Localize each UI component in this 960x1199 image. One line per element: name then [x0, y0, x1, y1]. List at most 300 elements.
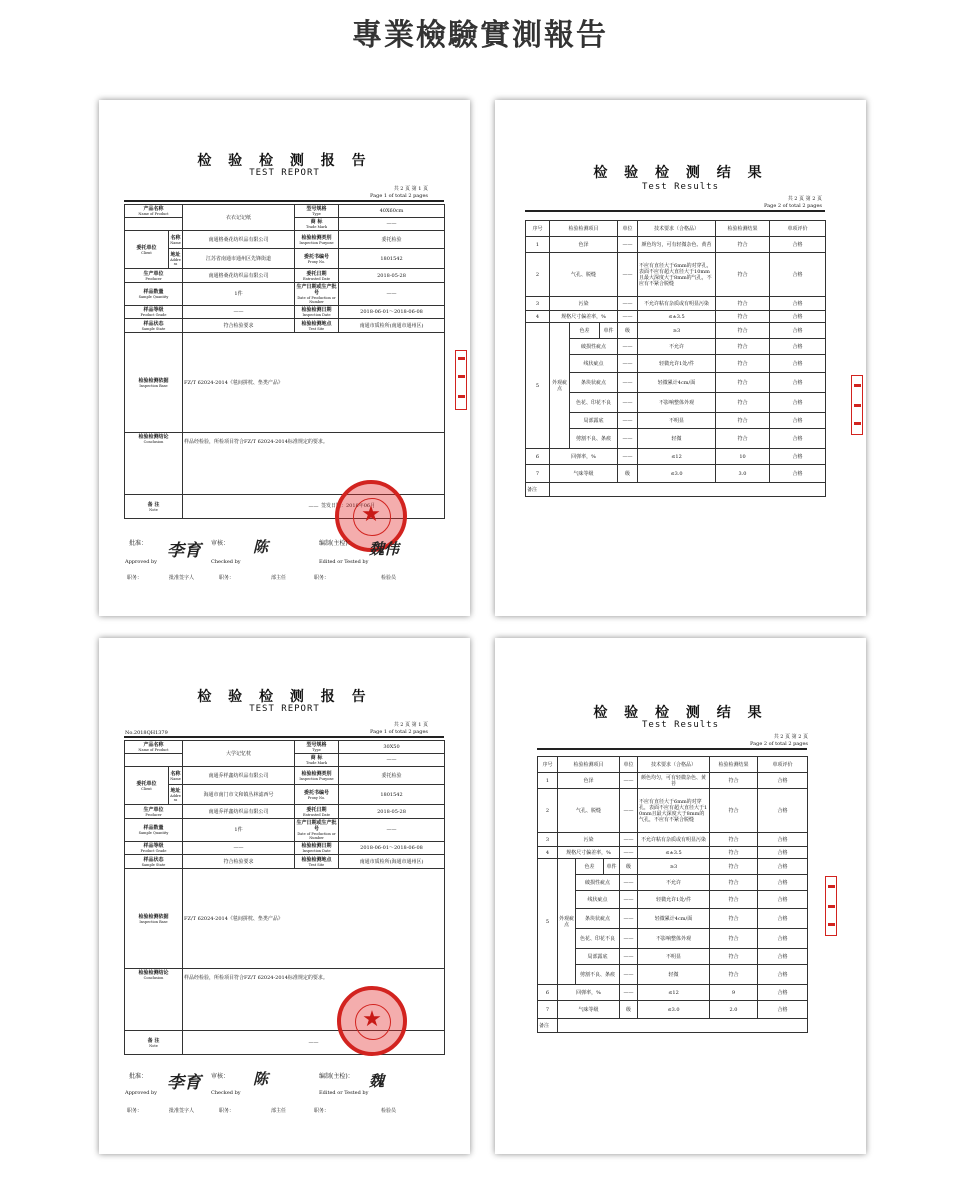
results-subtitle: Test Results	[641, 182, 720, 192]
side-seal	[825, 876, 837, 936]
edited-en: Edited or Tested by	[319, 559, 369, 565]
client-address: 江苏省南通市通州区先锋街道	[183, 249, 295, 269]
table-cell: 颜色均匀，可有轻微杂色、黄苔	[638, 773, 710, 789]
table-cell: 符合	[716, 413, 770, 429]
table-cell: 合格	[758, 833, 808, 847]
table-cell: 5	[538, 859, 558, 985]
table-cell: 检验检测项目	[550, 221, 618, 237]
table-cell: 符合	[716, 429, 770, 449]
report-subtitle: TEST REPORT	[249, 704, 320, 714]
row-label: 检验检测类别 Inspection Purpose	[295, 231, 339, 249]
table-cell: 南通乔祥鑫纺织品有限公司	[183, 805, 295, 819]
checker-signature: 陈	[253, 538, 269, 556]
table-cell: 30X50	[339, 741, 445, 754]
table-cell: 南通市质检所(海通市通州区)	[339, 855, 445, 869]
table-cell: 剪割不良、条痕	[576, 965, 620, 985]
page-info-cn: 共 2 页 第 1 页	[393, 186, 428, 192]
table-cell: 气孔、脱缝	[558, 789, 620, 833]
table-cell: 级	[618, 323, 638, 339]
table-cell: ≥3	[638, 859, 710, 875]
table-cell: ——	[620, 875, 638, 891]
table-cell: ——	[620, 773, 638, 789]
table-cell: 合格	[770, 297, 826, 311]
table-cell: 3.0	[716, 465, 770, 483]
table-cell: ——	[620, 909, 638, 929]
footer-right: 检验员	[381, 575, 397, 581]
side-seal	[455, 350, 467, 410]
table-cell: 破损性疵点	[570, 339, 618, 355]
row-label: 样品状态 Sample State	[125, 319, 183, 333]
table-cell: ≤3.0	[638, 1001, 710, 1019]
table-cell: 轻微累计4cm/面	[638, 909, 710, 929]
table-cell: 剪割不良、条痕	[570, 429, 618, 449]
table-cell: 色泽	[558, 773, 620, 789]
footer-left: 批准签字人	[169, 575, 195, 581]
table-cell: 6	[526, 449, 550, 465]
table-cell: 7	[526, 465, 550, 483]
table-cell: 合格	[758, 875, 808, 891]
report-title: 检 验 检 测 报 告	[197, 689, 372, 705]
table-cell	[558, 1019, 808, 1033]
table-cell: 符合	[710, 891, 758, 909]
table-cell: 条块状疵点	[576, 909, 620, 929]
table-cell: 符合	[716, 323, 770, 339]
results-table	[525, 220, 826, 497]
table-cell: 合格	[758, 909, 808, 929]
remark-label: 备 注 Note	[125, 495, 183, 519]
table-cell: 合格	[758, 847, 808, 859]
table-cell: 检验检测依据 Inspection Base	[125, 869, 183, 969]
page-info-en: Page 1 of total 2 pages	[370, 193, 428, 199]
table-cell: 色花、印花不良	[576, 929, 620, 949]
table-cell: ≤12	[638, 985, 710, 1001]
table-cell: 3	[526, 297, 550, 311]
table-cell: 不应有直径大于6mm的对穿孔，表面不应有超大直径大于10mm且最大深度大于8mm的气孔，不应有不紧合脱缝	[638, 253, 716, 297]
table-row	[526, 237, 826, 253]
table-cell: 符合	[710, 965, 758, 985]
table-cell: 2	[538, 789, 558, 833]
table-cell: 5	[526, 323, 550, 449]
table-cell: 破损性疵点	[576, 875, 620, 891]
table-cell: 1	[538, 773, 558, 789]
table-cell: 名称 Name	[169, 767, 183, 785]
table-cell: 局部露底	[576, 949, 620, 965]
table-cell: 9	[710, 985, 758, 1001]
table-cell: ≤±3.5	[638, 311, 716, 323]
table-cell: 2018-06-01～2018-06-08	[339, 842, 445, 855]
table-cell: 合格	[758, 789, 808, 833]
table-cell: ——	[183, 842, 295, 855]
table-cell: 级	[618, 465, 638, 483]
row-label: 样品等级 Product Grade	[125, 306, 183, 319]
table-cell: 外观疵点	[550, 323, 570, 449]
table-cell: 符合	[710, 875, 758, 891]
test-report-sheet-1	[99, 100, 470, 616]
text-label: 共 2 页 第 2 页	[773, 734, 808, 740]
table-cell: 污染	[558, 833, 620, 847]
table-cell: 不应有直径大于6mm的对穿孔，表面不应有超大直径大于10mm且最大深度大于8mm的气孔，不应有不紧合脱缝	[638, 789, 710, 833]
table-cell: 样品经检验，所检项目符合FZ/T 62024-2014标准规定的要求。	[183, 969, 445, 1031]
table-cell: ≥3	[638, 323, 716, 339]
table-cell: ——	[620, 833, 638, 847]
text-label: 编制(主检)：	[319, 1073, 354, 1080]
table-row	[526, 311, 826, 323]
table-cell: 不影响整体外观	[638, 393, 716, 413]
table-row	[526, 413, 826, 429]
table-cell: ——	[618, 311, 638, 323]
table-cell: 合格	[770, 393, 826, 413]
table-cell: 地址 Address	[169, 785, 183, 805]
client-name: 南通格桑花纺织品有限公司	[183, 231, 295, 249]
table-cell: FZ/T 62024-2014《毯间拼枕、垫类产品》	[183, 869, 445, 969]
table-cell: 检验检测项目	[558, 757, 620, 773]
table-cell: 回弹率，%	[558, 985, 620, 1001]
table-cell: 回弹率，%	[550, 449, 618, 465]
page-title: 專業檢驗實測報告	[352, 18, 608, 53]
table-cell: ——	[339, 819, 445, 842]
results-title: 检 验 检 测 结 果	[593, 165, 768, 181]
table-cell: ——	[618, 449, 638, 465]
row-label: 委托书编号 Proxy No.	[295, 249, 339, 269]
table-cell: 合格	[770, 373, 826, 393]
table-cell: ≤12	[638, 449, 716, 465]
table-cell: 符合	[710, 833, 758, 847]
table-cell: 单项评价	[770, 221, 826, 237]
table-cell: 4	[538, 847, 558, 859]
row-label: 检验检测日期 Inspection Date	[295, 306, 339, 319]
table-cell: 合格	[770, 429, 826, 449]
table-cell: 符合	[710, 909, 758, 929]
table-cell: 级	[620, 1001, 638, 1019]
text-label: 部主任	[271, 1108, 287, 1114]
table-cell: 规格尺寸偏差率，%	[550, 311, 618, 323]
text-label: Approved by	[125, 1090, 158, 1096]
page-info-cn: 共 2 页 第 1 页	[393, 722, 428, 728]
basis-value: FZ/T 62024-2014《毯间拼枕、垫类产品》	[183, 333, 445, 433]
table-cell: ——	[618, 393, 638, 413]
table-cell: ——	[618, 253, 638, 297]
results-table	[537, 756, 808, 1033]
table-cell: 检验检测地点 Test Site	[295, 855, 339, 869]
table-cell: ——	[618, 373, 638, 393]
table-cell: 不允许粘有杂质或有明显污染	[638, 297, 716, 311]
table-cell: 颜色均匀，可有轻微杂色、黄苔	[638, 237, 716, 253]
text-label: Edited or Tested by	[319, 1090, 369, 1096]
table-cell: 合格	[758, 965, 808, 985]
row-label: 地址 Address	[169, 249, 183, 269]
text-label: 批准：	[129, 1073, 148, 1080]
table-row	[526, 339, 826, 355]
table-cell: 规格尺寸偏差率，%	[558, 847, 620, 859]
table-row	[526, 323, 826, 339]
table-cell: 委托单位 Client	[125, 767, 169, 805]
results-page-cn: 共 2 页 第 2 页	[787, 196, 822, 202]
row-label: 商 标 Trade Mark	[295, 218, 339, 231]
table-cell	[125, 218, 183, 231]
footer-mid: 部主任	[271, 575, 287, 581]
table-cell: ——	[620, 985, 638, 1001]
conclusion-value: 样品经检验，所检项目符合FZ/T 62024-2014标准规定的要求。	[183, 433, 445, 495]
table-cell: 合格	[758, 773, 808, 789]
results-subtitle: Test Results	[641, 720, 720, 730]
table-cell: ——	[618, 413, 638, 429]
table-cell: 不明显	[638, 413, 716, 429]
table-row	[526, 429, 826, 449]
table-cell: 检验检测日期 Inspection Date	[295, 842, 339, 855]
table-cell: 合格	[770, 311, 826, 323]
table-cell: 生产单位 Producer	[125, 805, 183, 819]
table-cell: 合格	[770, 339, 826, 355]
table-cell: ——	[618, 355, 638, 373]
table-cell: 产品名称 Name of Product	[125, 741, 183, 754]
table-cell: 符合	[710, 929, 758, 949]
table-cell: 4	[526, 311, 550, 323]
table-cell: 符合	[716, 237, 770, 253]
table-cell: 不允许	[638, 875, 710, 891]
text-label: 批准签字人	[169, 1108, 195, 1114]
table-cell: 合格	[770, 449, 826, 465]
table-cell: 不影响整体外观	[638, 929, 710, 949]
proxy-no: 1801542	[339, 249, 445, 269]
table-cell: 单件	[604, 859, 620, 875]
table-cell: 备注	[538, 1019, 558, 1033]
table-row	[526, 373, 826, 393]
table-cell: 6	[538, 985, 558, 1001]
row-label: 型号规格 Type	[295, 205, 339, 218]
table-cell: ——	[339, 754, 445, 767]
table-cell: 不允许	[638, 339, 716, 355]
table-cell: 符合	[716, 373, 770, 393]
table-cell: 1801542	[339, 785, 445, 805]
table-cell: ≤±3.5	[638, 847, 710, 859]
row-label: 委托日期 Entrusted Date	[295, 269, 339, 283]
table-cell: 单项评价	[758, 757, 808, 773]
table-cell: 轻微累计4cm/面	[638, 373, 716, 393]
inspection-date: 2018-06-01～2018-06-08	[339, 306, 445, 319]
table-cell: 2	[526, 253, 550, 297]
issue-date: 签发日期：2018年06月	[321, 503, 376, 509]
table-cell: 合格	[770, 465, 826, 483]
test-report-sheet-2	[99, 638, 470, 1154]
row-label: 名称 Name	[169, 231, 183, 249]
table-cell: 轻微	[638, 429, 716, 449]
table-cell: 合格	[770, 323, 826, 339]
table-cell: 海通市南门市文和镇丛林滤西号	[183, 785, 295, 805]
approver-signature: 李育	[167, 1073, 201, 1093]
table-cell: 线状疵点	[576, 891, 620, 909]
table-cell: 不明显	[638, 949, 710, 965]
report-table	[124, 204, 445, 519]
table-cell: 1件	[183, 819, 295, 842]
table-cell: 符合	[710, 789, 758, 833]
test-site: 南通市质检所(南通市通州区)	[339, 319, 445, 333]
conclusion-label: 检验检测结论 Conclusion	[125, 433, 183, 495]
table-cell: 检验检测结果	[716, 221, 770, 237]
table-cell: 样品等级 Product Grade	[125, 842, 183, 855]
table-cell: 3	[538, 833, 558, 847]
table-cell: 检验检测类别 Inspection Purpose	[295, 767, 339, 785]
table-cell: ——	[183, 1031, 445, 1055]
checked-label: 审核：	[211, 540, 230, 547]
footer-duty-2: 职务：	[314, 575, 330, 581]
table-cell: ——	[618, 297, 638, 311]
table-cell: 2.0	[710, 1001, 758, 1019]
remark-value: ——	[183, 495, 445, 519]
product-type: 40X60cm	[339, 205, 445, 218]
table-cell: 2018-05-28	[339, 805, 445, 819]
table-cell: 符合	[716, 297, 770, 311]
table-cell: 型号规格 Type	[295, 741, 339, 754]
table-cell: 7	[538, 1001, 558, 1019]
table-cell: 条块状疵点	[570, 373, 618, 393]
table-cell: 合格	[770, 413, 826, 429]
table-cell: 气孔、脱缝	[550, 253, 618, 297]
sample-quantity: 1件	[183, 283, 295, 306]
table-cell: 南通乔样鑫纺织品有限公司	[183, 767, 295, 785]
table-cell: 气味等级	[558, 1001, 620, 1019]
table-cell: 备 注 Note	[125, 1031, 183, 1055]
table-cell: 合格	[770, 237, 826, 253]
table-cell	[550, 483, 826, 497]
table-cell: 轻微	[638, 965, 710, 985]
row-label: 产品名称 Name of Product	[125, 205, 183, 218]
table-cell: 生产日期或生产批号 Date of Production or Number	[296, 820, 337, 840]
table-cell: 轻微允许1处/件	[638, 355, 716, 373]
row-label: 生产日期或生产批号 Date of Production or Number	[296, 284, 337, 304]
table-cell: ——	[620, 929, 638, 949]
tester-signature: 魏伟	[369, 540, 400, 558]
table-cell: ——	[620, 891, 638, 909]
producer: 南通格桑花纺织品有限公司	[183, 269, 295, 283]
table-cell: 大学记忆枕	[183, 741, 295, 767]
edited-label: 编制(主检)：	[319, 540, 354, 547]
table-cell: 气味等级	[550, 465, 618, 483]
product-name: 衣衣记记纸	[183, 205, 295, 231]
table-cell: 色花、印花不良	[570, 393, 618, 413]
table-cell: 符合	[710, 949, 758, 965]
text-label: 职务：	[219, 1108, 235, 1114]
table-cell: 符合	[710, 847, 758, 859]
row-label: 检验检测地点 Test Site	[295, 319, 339, 333]
table-cell: 符合	[710, 859, 758, 875]
table-cell: 单位	[618, 221, 638, 237]
table-cell: 样品数量 Sample Quantity	[125, 819, 183, 842]
text-label: 审核：	[211, 1073, 230, 1080]
footer-mid-label: 职务：	[219, 575, 235, 581]
table-cell: 色差	[576, 859, 604, 875]
table-cell: 单件	[600, 323, 618, 339]
test-results-sheet-1	[495, 100, 866, 616]
table-cell: 合格	[758, 949, 808, 965]
text-label: Page 2 of total 2 pages	[750, 741, 808, 747]
table-cell: 符合	[710, 773, 758, 789]
table-cell	[125, 754, 183, 767]
table-cell: 合格	[758, 859, 808, 875]
production-date: ——	[339, 283, 445, 306]
text-label: 职务：	[314, 1108, 330, 1114]
table-cell: 符合检验要求	[183, 855, 295, 869]
table-cell: 委托检验	[339, 767, 445, 785]
table-cell: 商 标 Trade Mark	[295, 754, 339, 767]
table-cell: 样品状态 Sample State	[125, 855, 183, 869]
table-cell: 1	[526, 237, 550, 253]
table-cell: 色差	[570, 323, 600, 339]
table-cell: 符合	[716, 393, 770, 413]
approved-en: Approved by	[125, 559, 158, 565]
checked-en: Checked by	[211, 559, 241, 565]
table-cell: ——	[620, 965, 638, 985]
table-cell: 技术要求（合格品）	[638, 221, 716, 237]
table-row	[526, 449, 826, 465]
table-cell: 单位	[620, 757, 638, 773]
table-cell: ——	[620, 789, 638, 833]
table-cell: ——	[620, 949, 638, 965]
report-subtitle: TEST REPORT	[249, 168, 320, 178]
test-results-sheet-2	[495, 638, 866, 1154]
table-cell: ——	[618, 237, 638, 253]
table-cell: 不允许粘有杂质或有明显污染	[638, 833, 710, 847]
table-cell: 合格	[770, 253, 826, 297]
report-number: No.2018QH1379	[125, 730, 168, 736]
table-row	[526, 393, 826, 413]
basis-label: 检验检测依据 Inspection Base	[125, 333, 183, 433]
table-cell: 色泽	[550, 237, 618, 253]
tester-signature: 魏	[369, 1072, 385, 1090]
side-seal	[851, 375, 863, 435]
table-cell: 合格	[758, 929, 808, 949]
table-cell: 合格	[758, 985, 808, 1001]
row-label: 生产单位 Producer	[125, 269, 183, 283]
table-cell: 合格	[758, 1001, 808, 1019]
seal-star-icon: ★	[361, 502, 381, 527]
table-cell: 符合	[716, 253, 770, 297]
table-cell: 委托日期 Entrusted Date	[295, 805, 339, 819]
client-label: 委托单位 Client	[125, 231, 169, 269]
checker-signature: 陈	[253, 1070, 269, 1088]
table-cell: 外观疵点	[558, 859, 576, 985]
results-page-en: Page 2 of total 2 pages	[764, 203, 822, 209]
text-label: 检验员	[381, 1108, 397, 1114]
seal-star-icon: ★	[362, 1007, 382, 1032]
table-row	[526, 253, 826, 297]
report-title: 检 验 检 测 报 告	[197, 153, 372, 169]
table-cell: ——	[618, 339, 638, 355]
table-cell: 备注	[526, 483, 550, 497]
table-cell: 检验检测结论 Conclusion	[125, 969, 183, 1031]
table-cell: 级	[620, 859, 638, 875]
text-label: 职务：	[127, 1108, 143, 1114]
table-cell: 局部露底	[570, 413, 618, 429]
table-cell: 污染	[550, 297, 618, 311]
product-grade: ——	[183, 306, 295, 319]
table-cell: 合格	[758, 891, 808, 909]
page-info-en: Page 1 of total 2 pages	[370, 729, 428, 735]
entrusted-date: 2018-05-28	[339, 269, 445, 283]
trade-mark: ——	[339, 218, 445, 231]
table-row	[526, 297, 826, 311]
table-row	[526, 465, 826, 483]
table-cell: 符合	[716, 339, 770, 355]
table-cell: ——	[618, 429, 638, 449]
table-cell: 序号	[538, 757, 558, 773]
table-cell: 合格	[770, 355, 826, 373]
sample-state: 符合检验要求	[183, 319, 295, 333]
table-cell: 符合	[716, 355, 770, 373]
table-cell: ≤3.0	[638, 465, 716, 483]
table-cell: 序号	[526, 221, 550, 237]
row-label: 样品数量 Sample Quantity	[125, 283, 183, 306]
table-cell: 轻微允许1处/件	[638, 891, 710, 909]
